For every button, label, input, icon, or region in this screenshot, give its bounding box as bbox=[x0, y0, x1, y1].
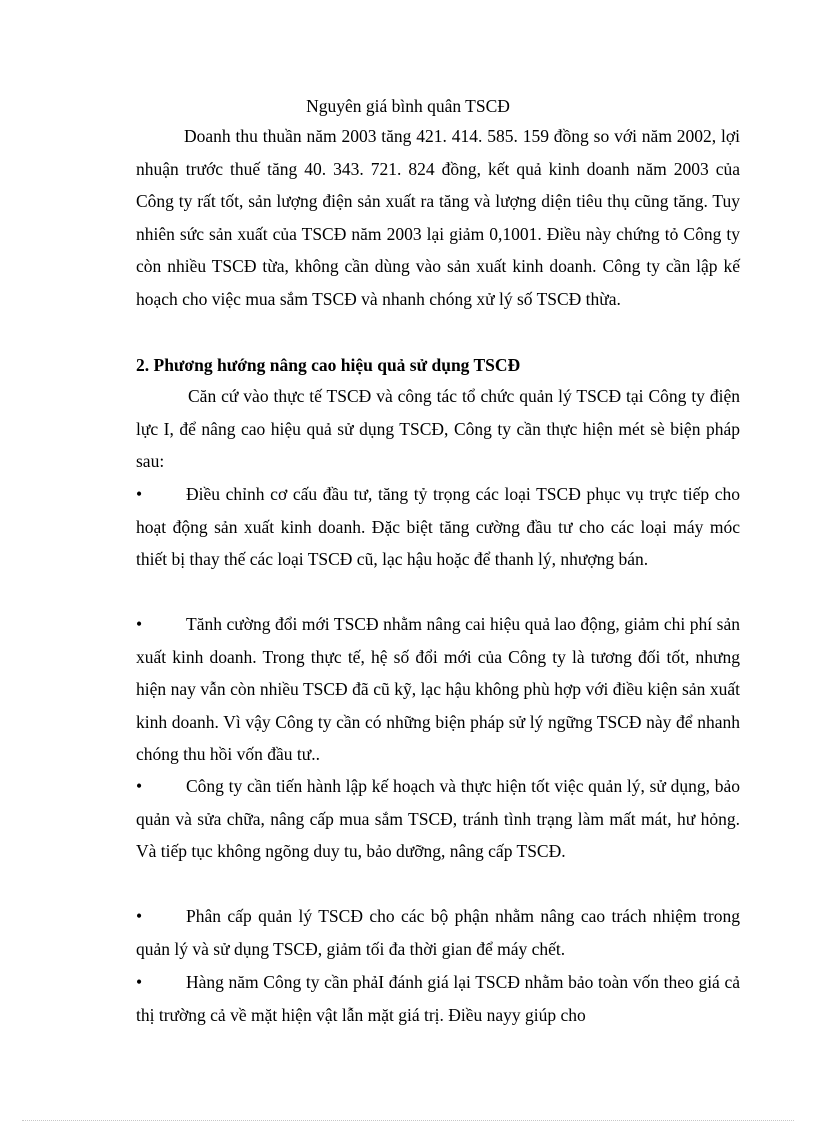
bullet-text: Điều chỉnh cơ cấu đầu tư, tăng tỷ trọng các loại TSCĐ phục vụ trực tiếp cho hoạt động sản xuất kinh doanh. Đặc biệt tăng cường đầu tư cho các loại máy móc thiết bị thay thế các loại TSCĐ cũ, lạc hậu hoặc để thanh lý, nhượng bán. bbox=[136, 484, 740, 569]
bullet-item bbox=[136, 770, 740, 868]
bullet-text: Hàng năm Công ty cần phảI đánh giá lại TSCĐ nhằm bảo toàn vốn theo giá cả thị trường cả về mặt hiện vật lẫn mặt giá trị. Điều nayy giúp cho bbox=[136, 972, 740, 1025]
formula-caption: Nguyên giá bình quân TSCĐ bbox=[306, 96, 510, 116]
bullet-icon: • bbox=[136, 972, 143, 992]
bullet-text: Tănh cường đổi mới TSCĐ nhằm nâng cai hiệu quả lao động, giảm chi phí sản xuất kinh doanh. Trong thực tế, hệ số đổi mới của Công ty là tương đối tốt, nhưng hiện nay vẫn còn nhiều TSCĐ đã cũ kỹ, lạc hậu không phù hợp với điều kiện sản xuất kinh doanh. Vì vậy Công ty cần có những biện pháp sử lý ngững TSCĐ này để nhanh chóng thu hồi vốn đầu tư.. bbox=[136, 614, 740, 764]
bullet-item bbox=[136, 478, 740, 576]
paragraph-intro-measures: Căn cứ vào thực tế TSCĐ và công tác tổ chức quản lý TSCĐ tại Công ty điện lực I, để nâng cao hiệu quả sử dụng TSCĐ, Công ty cần thực hiện mét sè biện pháp sau: bbox=[136, 386, 740, 471]
section-heading: 2. Phương hướng nâng cao hiệu quả sử dụng TSCĐ bbox=[136, 355, 521, 375]
bullet-text: Công ty cần tiến hành lập kế hoạch và thực hiện tốt việc quản lý, sử dụng, bảo quản và sửa chữa, nâng cấp mua sắm TSCĐ, tránh tình trạng làm mất mát, hư hỏng. Và tiếp tục không ngõng duy tu, bảo dưỡng, nâng cấp TSCĐ. bbox=[136, 776, 740, 861]
paragraph-revenue-analysis: Doanh thu thuần năm 2003 tăng 421. 414. 585. 159 đồng so với năm 2002, lợi nhuận trước thuế tăng 40. 343. 721. 824 đồng, kết quả kinh doanh năm 2003 của Công ty rất tốt, sản lượng điện sản xuất ra tăng và lượng diện tiêu thụ cũng tăng. Tuy nhiên sức sản xuất của TSCĐ năm 2003 lại giảm 0,1001. Điều này chứng tỏ Công ty còn nhiều TSCĐ từa, không cần dùng vào sản xuất kinh doanh. Công ty cần lập kế hoạch cho việc mua sắm TSCĐ và nhanh chóng xử lý số TSCĐ thừa. bbox=[136, 126, 740, 309]
bullet-icon: • bbox=[136, 906, 143, 926]
bullet-item bbox=[136, 900, 740, 965]
bullet-text: Phân cấp quản lý TSCĐ cho các bộ phận nhằm nâng cao trách nhiệm trong quản lý và sử dụng TSCĐ, giảm tối đa thời gian để máy chết. bbox=[136, 906, 740, 959]
bullet-icon: • bbox=[136, 614, 143, 634]
page-bottom-divider bbox=[22, 1120, 794, 1121]
bullet-item bbox=[136, 608, 740, 771]
bullet-icon: • bbox=[136, 484, 143, 504]
bullet-icon: • bbox=[136, 776, 143, 796]
bullet-item bbox=[136, 966, 740, 1031]
